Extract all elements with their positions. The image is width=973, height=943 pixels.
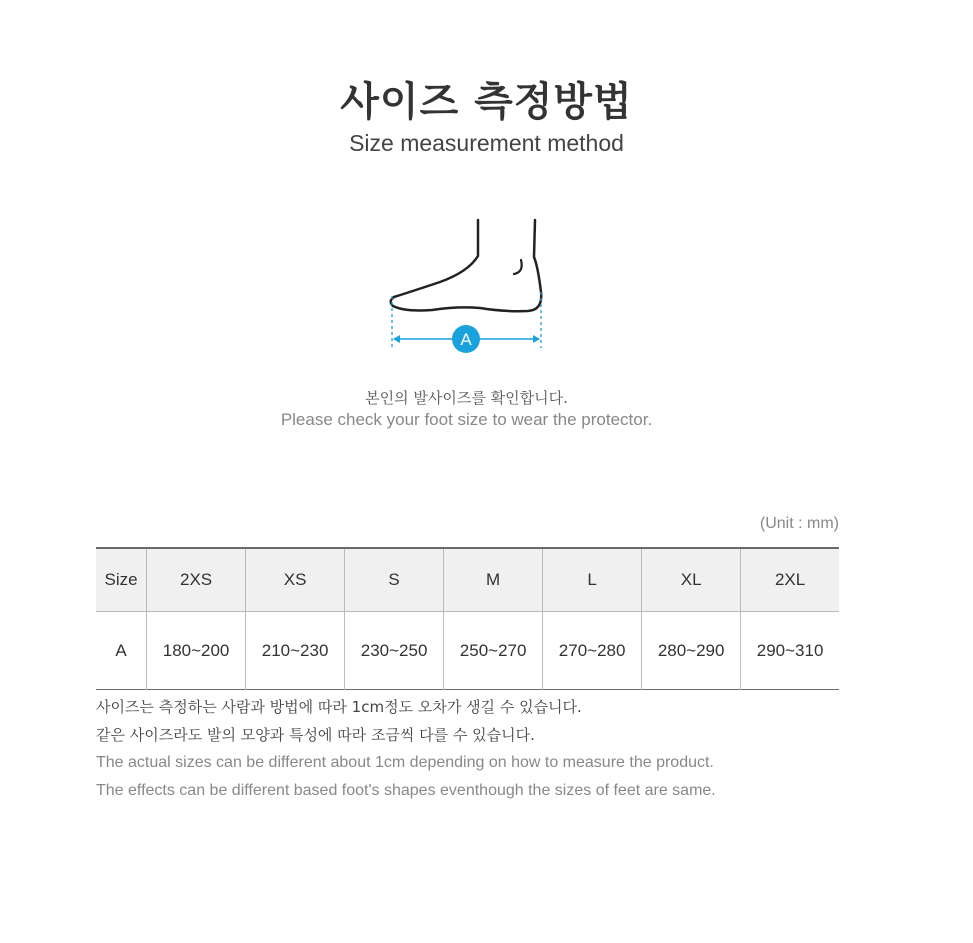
header-cell-2xl: 2XL (741, 548, 839, 612)
cell-m: 250~270 (444, 612, 543, 690)
table-row (96, 612, 839, 690)
cell-2xs: 180~200 (147, 612, 246, 690)
unit-label: (Unit : mm) (759, 515, 839, 532)
notes-block (96, 693, 716, 805)
page-subtitle: Size measurement method (349, 130, 624, 156)
arrow-left-head (393, 335, 400, 343)
instruction-korean: 본인의 발사이즈를 확인합니다. (365, 389, 568, 407)
header-cell-xl: XL (642, 548, 741, 612)
cell-s: 230~250 (345, 612, 444, 690)
instruction-english: Please check your foot size to wear the protector. (280, 410, 653, 429)
ankle-detail (514, 260, 522, 274)
note-english-2: The effects can be different based foot's shapes eventhough the sizes of feet are same. (96, 782, 716, 799)
size-table (96, 547, 839, 690)
note-korean-1: 사이즈는 측정하는 사람과 방법에 따라 1cm정도 오차가 생길 수 있습니다. (96, 698, 582, 716)
note-english-1: The actual sizes can be different about 1cm depending on how to measure the product. (96, 754, 714, 771)
header-cell-m: M (444, 548, 543, 612)
foot-measurement-illustration (380, 212, 555, 357)
page-title: 사이즈 측정방법 (340, 79, 633, 125)
cell-l: 270~280 (543, 612, 642, 690)
marker-a-label: A (460, 330, 472, 349)
header-cell-xs: XS (246, 548, 345, 612)
header-cell-size: Size (104, 570, 138, 589)
header-cell-s: S (345, 548, 444, 612)
cell-xl: 280~290 (642, 612, 741, 690)
cell-xs: 210~230 (246, 612, 345, 690)
header-cell-2xs: 2XS (147, 548, 246, 612)
cell-2xl: 290~310 (741, 612, 839, 690)
arrow-right-head (533, 335, 540, 343)
foot-outline (391, 220, 542, 311)
header-cell-l: L (543, 548, 642, 612)
note-korean-2: 같은 사이즈라도 발의 모양과 특성에 따라 조금씩 다를 수 있습니다. (96, 726, 535, 744)
table-header-row (96, 548, 839, 612)
row-label-a: A (115, 640, 127, 660)
